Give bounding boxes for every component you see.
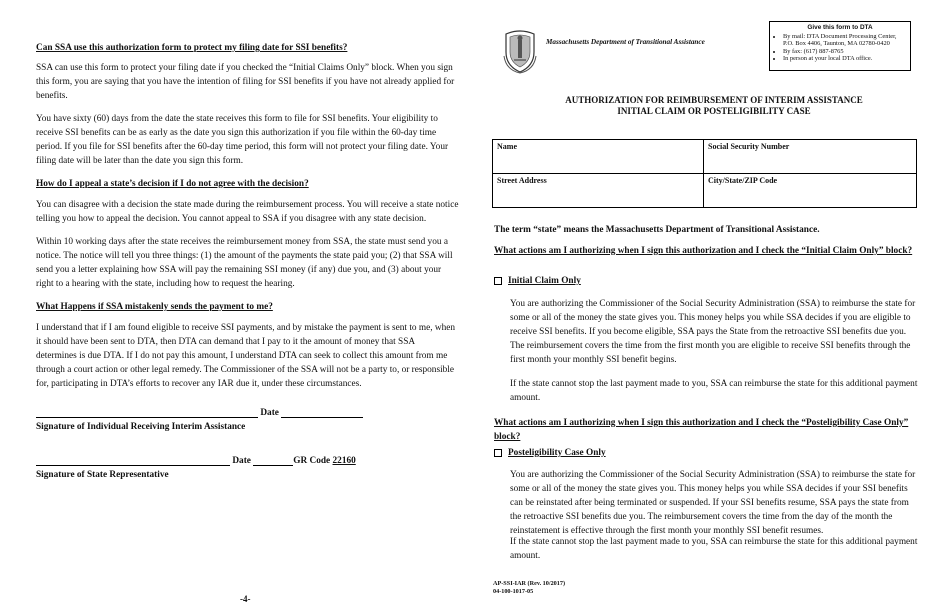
massachusetts-seal-icon	[500, 26, 540, 74]
form-title	[494, 95, 934, 117]
posteligibility-option[interactable]	[494, 448, 606, 458]
state-definition: The term “state” means the Massachusetts Department of Transitional Assistance.	[494, 225, 820, 235]
street-address-label: Street Address	[497, 176, 547, 185]
signature-2-label: Signature of State Representative	[36, 470, 169, 480]
q1-heading: Can SSA use this authorization form to protect my filing date for SSI benefits?	[36, 43, 348, 53]
agency-name: Massachusetts Department of Transitional Assistance	[546, 38, 705, 46]
initial-claim-checkbox[interactable]	[494, 277, 502, 285]
initial-claim-label: Initial Claim Only	[508, 276, 581, 286]
date-1-label: Date	[260, 408, 279, 418]
city-state-zip-label: City/State/ZIP Code	[708, 176, 778, 185]
name-label: Name	[497, 142, 517, 151]
ssn-label: Social Security Number	[708, 142, 790, 151]
posteligibility-paragraph-2: If the state cannot stop the last payment made to you, SSA can reimburse the state for this additional payment amount.	[510, 537, 918, 561]
date-1-line[interactable]	[281, 417, 363, 418]
city-state-zip-field[interactable]	[704, 174, 917, 208]
posteligibility-label: Posteligibility Case Only	[508, 448, 606, 458]
submission-method-in-person: • In person at your local DTA office.	[783, 55, 906, 63]
submission-method-fax: • By fax: (617) 887-8765	[783, 48, 906, 56]
applicant-info-table	[492, 139, 917, 208]
form-id-line-2: 04-100-1017-05	[493, 587, 534, 595]
signature-1-row	[36, 408, 363, 418]
signature-2-line[interactable]	[36, 465, 230, 466]
ssn-field[interactable]	[704, 140, 917, 174]
q1-paragraph-1: SSA can use this form to protect your filing date if you checked the “Initial Claims Only” block. When you sign this form, you are saying that you have the intention of filing for SSI benefits if you have not already applied for benefits.	[36, 63, 455, 101]
q1-paragraph-2: You have sixty (60) days from the date the state receives this form to file for SSI benefits. Your eligibility to receive SSI benefits can be as early as the date you sign this authorization if you file within the 60-day time period. If you file for SSI benefits after the 60-day time period, this form will not protect your filing date. Your filing date will be later than the date you sign this form.	[36, 114, 449, 166]
q5-heading: What actions am I authorizing when I sign this authorization and I check the “Posteligibility Case Only” block?	[494, 418, 909, 442]
street-address-field[interactable]	[493, 174, 704, 208]
form-id-line-1: AP-SSI-IAR (Rev. 10/2017)	[493, 580, 566, 587]
q3-paragraph-1: I understand that if I am found eligible to receive SSI payments, and by mistake the payment is sent to me, when it should have been sent to DTA, then DTA can demand that I pay to it the amount of money that SSA determines is due DTA. If I do not pay this amount, I understand DTA can seek to collect this amount from me through a court action or other legal remedy. The Commissioner of the SSA will not be a party to, or responsible for, participating in DTA’s efforts to recover any IAR due it, under these circumstances.	[36, 323, 456, 389]
initial-claim-paragraph-1: You are authorizing the Commissioner of the Social Security Administration (SSA) to reimburse the state for some or all of the money the state gives you. This money helps you while SSA decides if you are eligible to receive SSI benefits. If you become eligible, SSA pays the State from the retroactive SSI benefits due you. The reimbursement covers the time from the first month you are eligible to receive SSI benefits through the first month your monthly SSI benefit begins.	[510, 299, 916, 365]
signature-2-row	[36, 456, 356, 466]
gr-code-label: GR Code	[293, 456, 331, 466]
initial-claim-option[interactable]	[494, 276, 581, 286]
form-title-line-1: AUTHORIZATION FOR REIMBURSEMENT OF INTERIM ASSISTANCE	[565, 95, 863, 105]
submission-box-title: Give this form to DTA	[807, 24, 873, 31]
form-identifier	[493, 580, 565, 595]
q3-heading: What Happens if SSA mistakenly sends the payment to me?	[36, 302, 273, 312]
submission-method-mail: • By mail: DTA Document Processing Center, P.O. Box 4406, Taunton, MA 02780-0420	[783, 33, 906, 48]
signature-1-label: Signature of Individual Receiving Interim Assistance	[36, 422, 246, 432]
submission-info-box	[769, 21, 911, 71]
q4-heading: What actions am I authorizing when I sign this authorization and I check the “Initial Claim Only” block?	[494, 246, 913, 256]
posteligibility-checkbox[interactable]	[494, 449, 502, 457]
q2-paragraph-1: You can disagree with a decision the state made during the reimbursement process. You will receive a state notice telling you how to appeal the decision. You cannot appeal to SSA if you disagree with any state decision.	[36, 200, 459, 224]
q2-heading: How do I appeal a state’s decision if I do not agree with the decision?	[36, 179, 309, 189]
gr-code-value: 22160	[332, 456, 356, 466]
name-field[interactable]	[493, 140, 704, 174]
page-number: -4-	[240, 594, 251, 604]
signature-1-line[interactable]	[36, 417, 258, 418]
submission-methods-list	[774, 33, 906, 63]
date-2-label: Date	[232, 456, 251, 466]
initial-claim-paragraph-2: If the state cannot stop the last payment made to you, SSA can reimburse the state for this additional payment amount.	[510, 379, 918, 403]
date-2-line[interactable]	[253, 465, 293, 466]
form-title-line-2: INITIAL CLAIM OR POSTELIGIBILITY CASE	[617, 106, 811, 116]
posteligibility-paragraph-1: You are authorizing the Commissioner of the Social Security Administration (SSA) to reimburse the state for some or all of the money the state gives you. This money helps you while SSA decides if your SSI benefits can be reinstated after being terminated or suspended. If your SSI benefits resume, SSA pays the state from the retroactive SSI benefits due you. The reimbursement covers the time from the day of the month the reinstatement is effective through the first month your monthly SSI benefit resumes.	[510, 470, 916, 536]
q2-paragraph-2: Within 10 working days after the state receives the reimbursement money from SSA, the state must send you a notice. The notice will tell you three things: (1) the amount of the payments the state paid you; (2) that SSA will send you a letter explaining how SSA will pay the remaining SSI money (if any) due you, and (3) about your right to a hearing with the state, including how to request the hearing.	[36, 237, 453, 289]
